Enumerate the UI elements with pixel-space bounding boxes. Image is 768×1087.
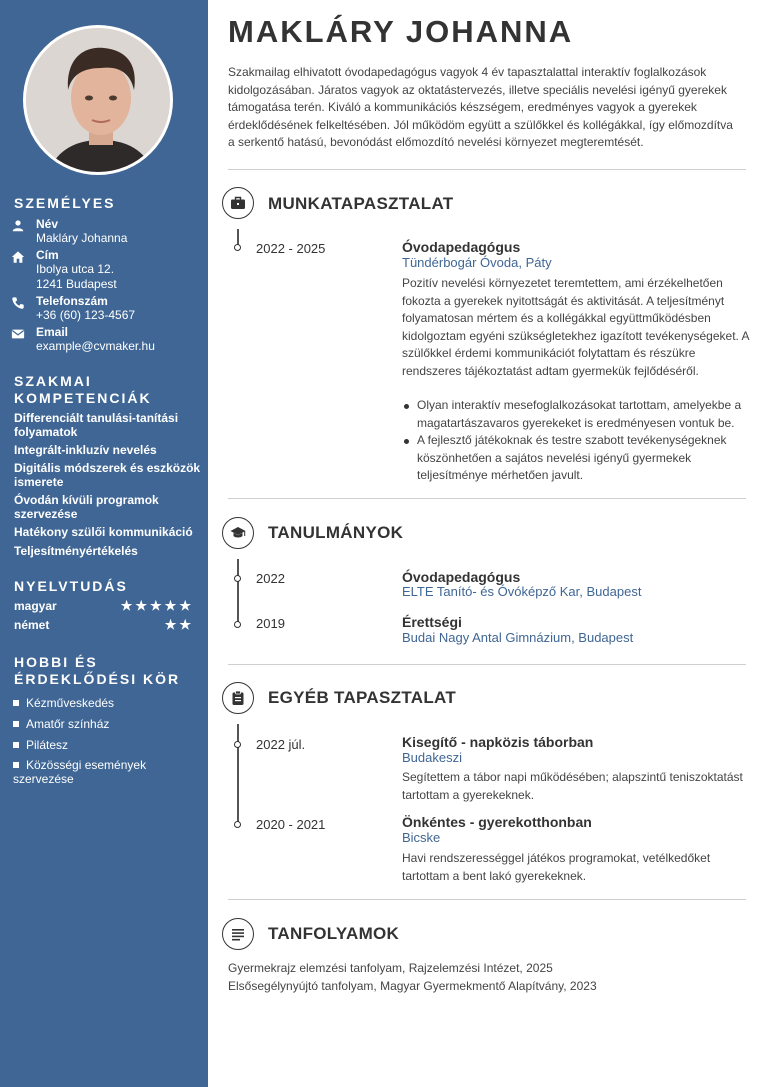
bullet-icon [13, 700, 19, 706]
timeline-dot [234, 741, 241, 748]
language-row [14, 598, 194, 614]
courses-heading: TANFOLYAMOK [268, 924, 400, 943]
language-name: magyar [14, 599, 57, 613]
profile-summary: Szakmailag elhivatott óvodapedagógus vagyok 4 év tapasztalattal interaktív foglalkozások kidolgozásában. Járatos vagyok az oktatástervezés, illetve speciális nevelési igényű gyerekek támogatása terén. Kiváló a kommunikációs készségem, eredményes vagyok a gyerekek érdeklődésének felkeltésében. Jól működöm együtt a szülőkkel és kollégákkal, így előmozdítva a serkentő hatású, bevonódást előmozdító nevelési környezet megteremtését. [228, 65, 733, 149]
skill-item: Teljesítményértékelés [14, 544, 138, 558]
personal-heading: SZEMÉLYES [14, 195, 116, 211]
course-item: Gyermekrajz elemzési tanfolyam, Rajzelemzési Intézet, 2025 [228, 961, 553, 975]
skill-item: Integrált-inkluzív nevelés [14, 443, 157, 457]
home-icon [11, 250, 25, 264]
skills-heading-line: KOMPETENCIÁK [14, 390, 152, 406]
education-title: Érettségi [402, 614, 462, 630]
skill-item: Differenciált tanulási-tanítási folyamatok [14, 411, 179, 439]
graduation-cap-icon [230, 525, 246, 541]
work-org: Tündérbogár Óvoda, Páty [402, 255, 552, 270]
star-rating-icon: ★★★★★ [120, 598, 194, 613]
hobby-item [13, 696, 114, 710]
hobbies-heading-line: ÉRDEKLŐDÉSI KÖR [14, 671, 181, 687]
education-date: 2022 [256, 571, 285, 586]
work-bullet [402, 432, 746, 485]
email-icon [11, 327, 25, 341]
timeline-dot [234, 821, 241, 828]
profile-photo [23, 25, 173, 175]
work-description: Pozitív nevelési környezetet teremtettem, ami érzékelhetően fokozta a gyerekek nyitottságát és aktivitását. A teljesítményt folyamatosan mértem és a kollégákkal együttműködésben kidolgoztam egyéni szükségletekhez igazított tevékenységeket. A szülőkkel érdemi kommunikációt folytattam és részükre rendszeres tájékoztatást adtam gyermekük fejlődéséről. [402, 276, 749, 378]
education-org: Budai Nagy Antal Gimnázium, Budapest [402, 630, 634, 645]
divider [228, 664, 746, 665]
languages-heading: NYELVTUDÁS [14, 578, 128, 594]
sidebar [0, 0, 208, 1087]
hobby-item [13, 738, 68, 752]
timeline-dot [234, 575, 241, 582]
email-link[interactable]: example@cvmaker.hu [36, 339, 155, 353]
page-title: MAKLÁRY JOHANNA [228, 14, 574, 49]
courses-section-icon [222, 918, 254, 950]
briefcase-icon [230, 195, 246, 211]
education-org: ELTE Tanító- és Óvóképző Kar, Budapest [402, 584, 642, 599]
other-date: 2022 júl. [256, 737, 306, 752]
main-content [208, 0, 768, 1087]
education-section-icon [222, 517, 254, 549]
user-icon [11, 219, 25, 233]
bullet-icon [404, 404, 409, 409]
other-org: Bicske [402, 830, 441, 845]
other-description: Segítettem a tábor napi működésében; alapszintű teniszoktatást tartottam a gyerekeknek. [402, 770, 743, 802]
divider [228, 899, 746, 900]
timeline-dot [234, 244, 241, 251]
personal-value: Makláry Johanna [36, 231, 128, 245]
bullet-text: A fejlesztő játékoknak és testre szabott tevékenységeknek köszönhetően a sajátos nevelési igényű gyermekek teljesítménye mérhetően javult. [417, 433, 727, 482]
education-date: 2019 [256, 616, 285, 631]
other-title: Önkéntes - gyerekotthonban [402, 814, 592, 830]
other-title: Kisegítő - napközis táborban [402, 734, 594, 750]
work-heading: MUNKATAPASZTALAT [268, 194, 454, 213]
timeline-dot [234, 621, 241, 628]
other-description: Havi rendszerességgel játékos programokat, vetélkedőket tartottam a bent lakó gyerekeknek. [402, 851, 711, 883]
bullet-icon [13, 742, 19, 748]
work-title: Óvodapedagógus [402, 239, 521, 255]
star-rating-icon: ★★ [164, 617, 194, 632]
hobby-item [13, 717, 109, 731]
personal-value: Ibolya utca 12. 1241 Budapest [36, 262, 117, 291]
bullet-icon [404, 439, 409, 444]
skill-item: Hatékony szülői kommunikáció [14, 525, 193, 539]
education-title: Óvodapedagógus [402, 569, 521, 585]
list-icon [230, 926, 246, 942]
divider [228, 169, 746, 170]
work-section-icon [222, 187, 254, 219]
hobby-label: Közösségi események szervezése [13, 758, 147, 786]
personal-label: Telefonszám [36, 294, 108, 308]
timeline-line [237, 724, 239, 826]
hobby-item [13, 758, 208, 786]
hobby-label: Amatőr színház [26, 717, 110, 731]
skills-heading [14, 373, 152, 407]
work-bullet [402, 397, 746, 432]
personal-value: +36 (60) 123-4567 [36, 308, 136, 322]
hobbies-heading-line: HOBBI ÉS [14, 654, 98, 670]
language-row [14, 617, 194, 633]
divider [228, 498, 746, 499]
clipboard-icon [230, 690, 246, 706]
skill-item: Digitális módszerek és eszközök ismerete [14, 461, 201, 489]
work-date: 2022 - 2025 [256, 241, 326, 256]
personal-label: Név [36, 217, 59, 231]
personal-label: Cím [36, 248, 59, 262]
other-date: 2020 - 2021 [256, 817, 326, 832]
course-item: Elsősegélynyújtó tanfolyam, Magyar Gyermekmentő Alapítvány, 2023 [228, 979, 597, 993]
language-name: német [14, 618, 50, 632]
phone-icon [11, 296, 25, 310]
hobby-label: Kézműveskedés [26, 696, 115, 710]
timeline-line [237, 559, 239, 625]
other-heading: EGYÉB TAPASZTALAT [268, 688, 456, 707]
other-section-icon [222, 682, 254, 714]
hobbies-heading [14, 654, 180, 688]
bullet-icon [13, 721, 19, 727]
bullet-text: Olyan interaktív mesefoglalkozásokat tartottam, amelyekbe a magatartászavaros gyerekeket is eredményesen vontuk be. [417, 398, 742, 430]
bullet-icon [13, 762, 19, 768]
hobby-label: Pilátesz [26, 738, 69, 752]
skills-heading-line: SZAKMAI [14, 373, 92, 389]
personal-label: Email [36, 325, 69, 339]
education-heading: TANULMÁNYOK [268, 523, 404, 542]
other-org: Budakeszi [402, 750, 462, 765]
skill-item: Óvodán kívüli programok szervezése [14, 493, 159, 521]
